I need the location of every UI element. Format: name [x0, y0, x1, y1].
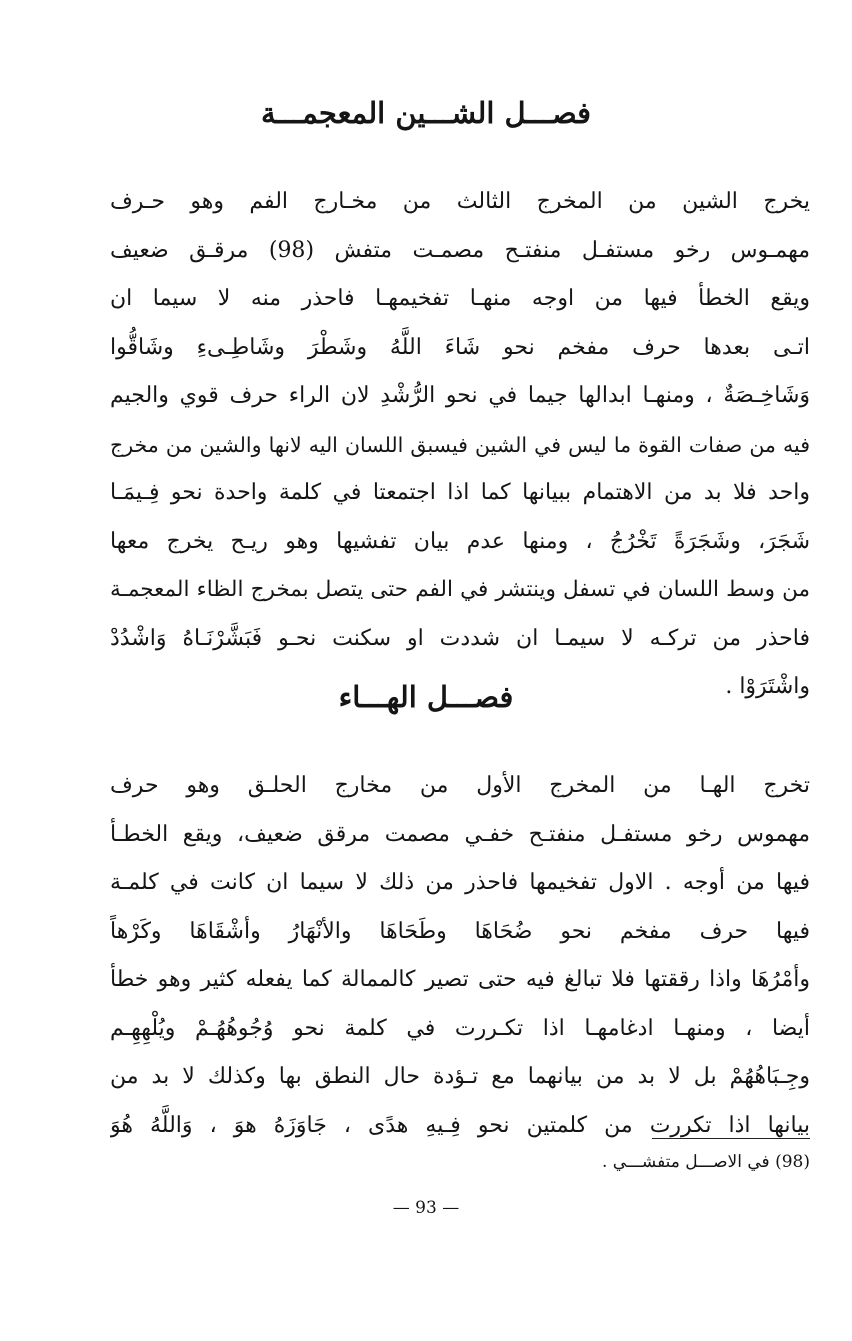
- section-heading-ha: فصـــل الهـــاء: [338, 680, 514, 714]
- text-line: وأمْرُهَا واذا رققتها فلا تبالغ فيه حتى تصير كالممالة كما يفعله كثير وهو خطأ: [110, 967, 810, 992]
- text-line: فيها من أوجه . الاول تفخيمها فاحذر من ذلك لا سيما ان كانت في كلمـة: [110, 870, 810, 895]
- text-line: فيه من صفات القوة ما ليس في الشين فيسبق اللسان اليه لانها والشين من مخرج: [110, 432, 810, 457]
- text-line: شَجَرَ، وشَجَرَةً تَخْرُجُ ، ومنها عدم بيان تفشيها وهو ريـح يخرج معها: [110, 528, 810, 554]
- paragraph-ha: [110, 762, 810, 1150]
- text-line: وجِـبَاهُهُمْ بل لا بد من بيانهما مع تـؤدة حال النطق بها وكذلك لا بد من: [110, 1064, 810, 1089]
- text-line: أيضا ، ومنهـا ادغامهـا اذا تكـررت في كلمة نحو وُجُوهُهُـمْ ويُلْهِهِـم: [110, 1015, 810, 1041]
- paragraph-shin: [110, 178, 810, 712]
- text-line: فاحذر من تركـه لا سيمـا ان شددت او سكنت نحـو فَبَشَّرْنَـاهُ وَاشْدُدْ: [110, 625, 810, 651]
- footnote: (98) في الاصـــل متفشـــي .: [601, 1152, 810, 1172]
- text-line: فيها حرف مفخم نحو ضُحَاهَا وطَحَاهَا والأنْهَارُ وأشْقَاهَا وكَرْهاً: [110, 918, 810, 944]
- text-line: تخرج الهـا من المخرج الأول من مخارج الحلـق وهو حرف: [110, 773, 810, 798]
- text-line: مهمـوس رخو مستفـل منفتـح مصمـت متفش (98) مرقـق ضعيف: [110, 237, 810, 263]
- section-heading-shin: فصـــل الشـــين المعجمـــة: [261, 96, 591, 130]
- text-line: واشْتَرَوْا .: [725, 674, 810, 699]
- text-line: مهموس رخو مستفـل منفتـح خفـي مصمت مرقق ضعيف، ويقع الخطـأ: [110, 821, 810, 847]
- text-line: اتـى بعدها حرف مفخم نحو شَاءَ اللَّهُ وشَطْرَ وشَاطِـىءِ وشَاقُّوا: [110, 334, 810, 360]
- text-line: ويقع الخطأ فيها من اوجه منهـا تفخيمهـا فاحذر منه لا سيما ان: [110, 286, 810, 311]
- text-line: واحد فلا بد من الاهتمام ببيانها كما اذا اجتمعتا في كلمة واحدة نحو فِـيمَـا: [110, 480, 810, 505]
- text-line: بيانها اذا تكررت من كلمتين نحو فِـيهِ هدًى ، جَاوَزَهُ هوَ ، وَاللَّهُ هُوَ: [110, 1112, 810, 1138]
- page-number: — 93 —: [392, 1198, 460, 1218]
- footnote-divider: [652, 1138, 810, 1139]
- text-line: من وسط اللسان في تسفل وينتشر في الفم حتى يتصل بمخرج الظاء المعجمـة: [110, 577, 810, 602]
- text-line: يخرج الشين من المخرج الثالث من مخـارج الفم وهو حـرف: [110, 189, 810, 214]
- text-line: وَشَاخِـصَةٌ ، ومنهـا ابدالها جيما في نحو الرُّشْدِ لان الراء حرف قوي والجيم: [110, 383, 810, 408]
